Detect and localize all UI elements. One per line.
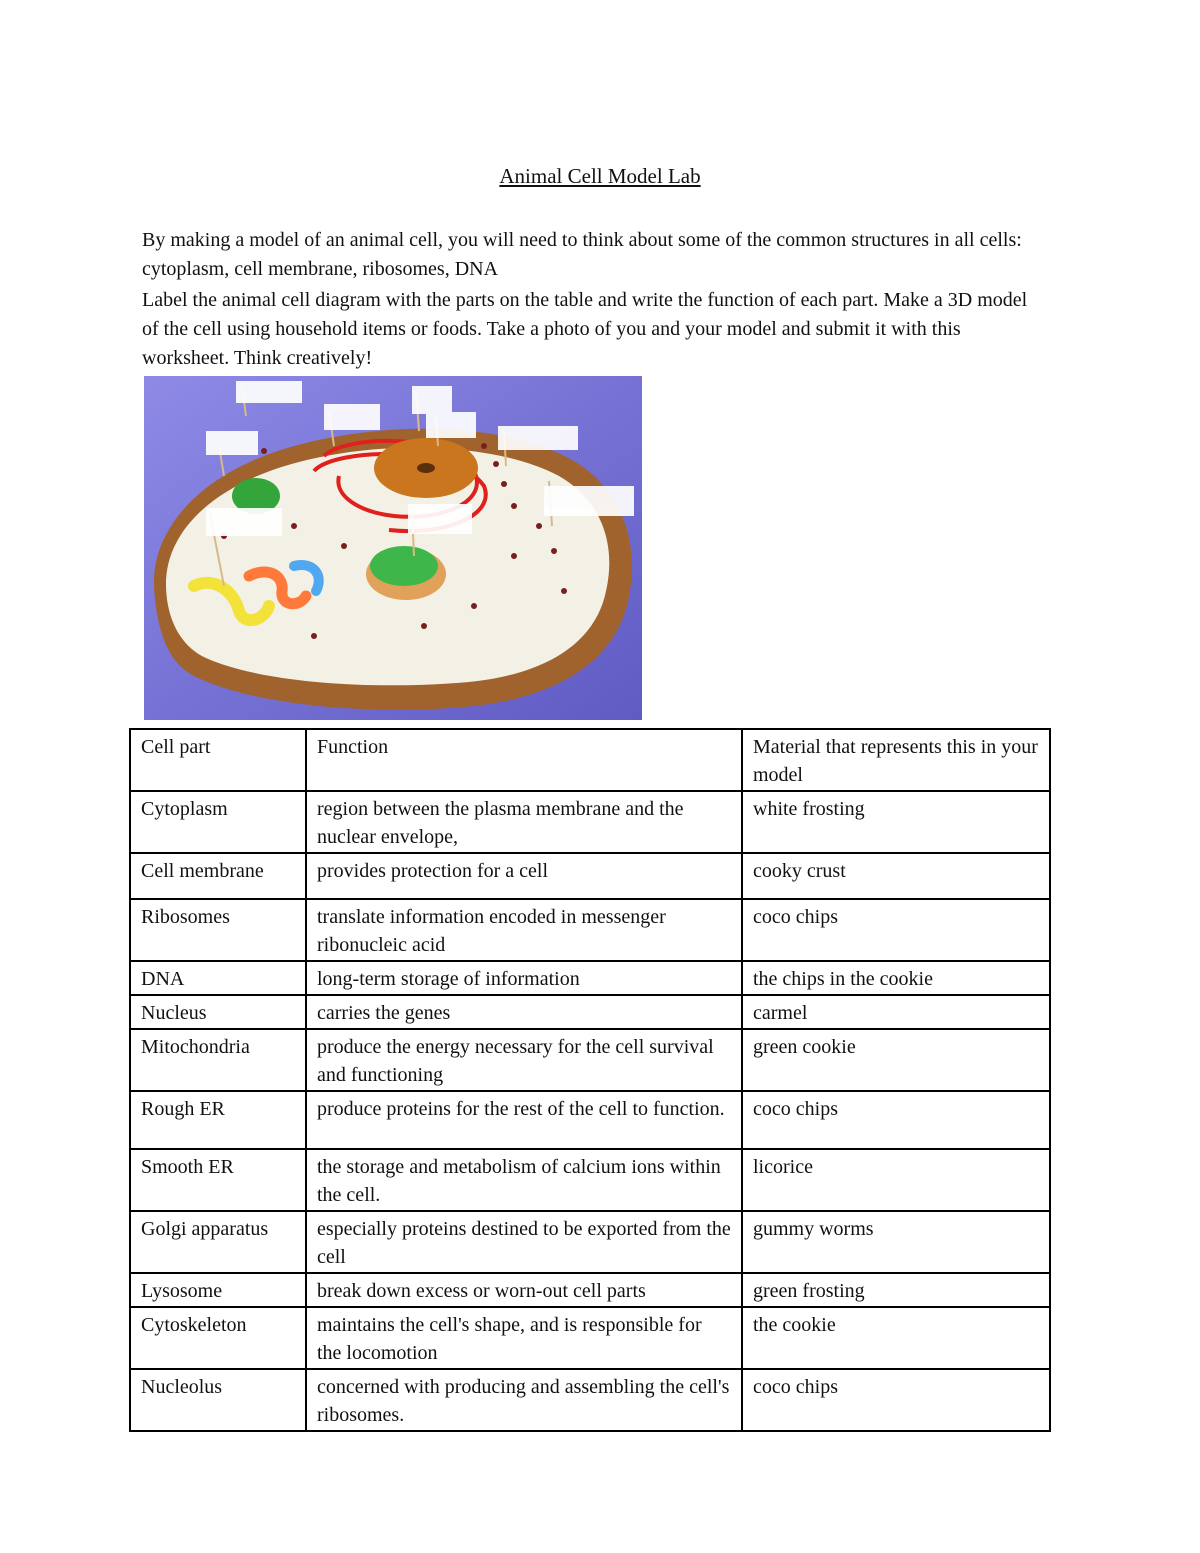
- cell-part: Mitochondria: [130, 1029, 306, 1091]
- header-function: Function: [306, 729, 742, 791]
- cell-material: gummy worms: [742, 1211, 1050, 1273]
- cell-part: Cytoskeleton: [130, 1307, 306, 1369]
- cell-part: Rough ER: [130, 1091, 306, 1149]
- cell-part: Lysosome: [130, 1273, 306, 1307]
- table-row: [130, 1091, 1050, 1149]
- cell-material: the chips in the cookie: [742, 961, 1050, 995]
- cell-material: licorice: [742, 1149, 1050, 1211]
- table-row: [130, 1029, 1050, 1091]
- table-header-row: [130, 729, 1050, 791]
- header-cell-part: Cell part: [130, 729, 306, 791]
- cell-function: provides protection for a cell: [306, 853, 742, 899]
- table-row: [130, 1369, 1050, 1431]
- cell-part: Nucleolus: [130, 1369, 306, 1431]
- cell-material: the cookie: [742, 1307, 1050, 1369]
- cell-part: Nucleus: [130, 995, 306, 1029]
- cell-part: Golgi apparatus: [130, 1211, 306, 1273]
- cell-function: region between the plasma membrane and the nuclear envelope,: [306, 791, 742, 853]
- table-row: [130, 1273, 1050, 1307]
- table-row: [130, 961, 1050, 995]
- table-row: [130, 995, 1050, 1029]
- document-title: Animal Cell Model Lab: [499, 164, 701, 188]
- header-material: Material that represents this in your model: [742, 729, 1050, 791]
- cell-function: produce the energy necessary for the cell survival and functioning: [306, 1029, 742, 1091]
- cell-function: translate information encoded in messenger ribonucleic acid: [306, 899, 742, 961]
- cell-function: concerned with producing and assembling the cell's ribosomes.: [306, 1369, 742, 1431]
- table-row: [130, 899, 1050, 961]
- table-row: [130, 853, 1050, 899]
- cell-material: green cookie: [742, 1029, 1050, 1091]
- cell-part: DNA: [130, 961, 306, 995]
- cell-part: Cytoplasm: [130, 791, 306, 853]
- cell-part: Ribosomes: [130, 899, 306, 961]
- cell-material: carmel: [742, 995, 1050, 1029]
- cell-material: cooky crust: [742, 853, 1050, 899]
- cell-model-photo: [144, 376, 642, 720]
- cell-function: produce proteins for the rest of the cell to function.: [306, 1091, 742, 1149]
- cell-part: Cell membrane: [130, 853, 306, 899]
- instructions-paragraph: Label the animal cell diagram with the parts on the table and write the function of each part. Make a 3D model of the cell using household items or foods. Take a photo of you and your model and submit it with this worksheet. Think creatively!: [142, 289, 1028, 369]
- cell-function: the storage and metabolism of calcium ions within the cell.: [306, 1149, 742, 1211]
- cell-function: maintains the cell's shape, and is responsible for the locomotion: [306, 1307, 742, 1369]
- table-row: [130, 791, 1050, 853]
- table-row: [130, 1149, 1050, 1211]
- cell-function: especially proteins destined to be exported from the cell: [306, 1211, 742, 1273]
- cell-material: green frosting: [742, 1273, 1050, 1307]
- cookie-cell-illustration: [144, 376, 642, 720]
- cell-function: long-term storage of information: [306, 961, 742, 995]
- intro-paragraph: By making a model of an animal cell, you will need to think about some of the common structures in all cells: cytoplasm, cell membrane, ribosomes, DNA: [142, 229, 1022, 280]
- cell-material: coco chips: [742, 1091, 1050, 1149]
- cell-part: Smooth ER: [130, 1149, 306, 1211]
- cell-function: break down excess or worn-out cell parts: [306, 1273, 742, 1307]
- cell-material: white frosting: [742, 791, 1050, 853]
- cell-material: coco chips: [742, 899, 1050, 961]
- table-row: [130, 1211, 1050, 1273]
- table-row: [130, 1307, 1050, 1369]
- cell-material: coco chips: [742, 1369, 1050, 1431]
- cell-function: carries the genes: [306, 995, 742, 1029]
- cell-parts-table: [129, 728, 1051, 1432]
